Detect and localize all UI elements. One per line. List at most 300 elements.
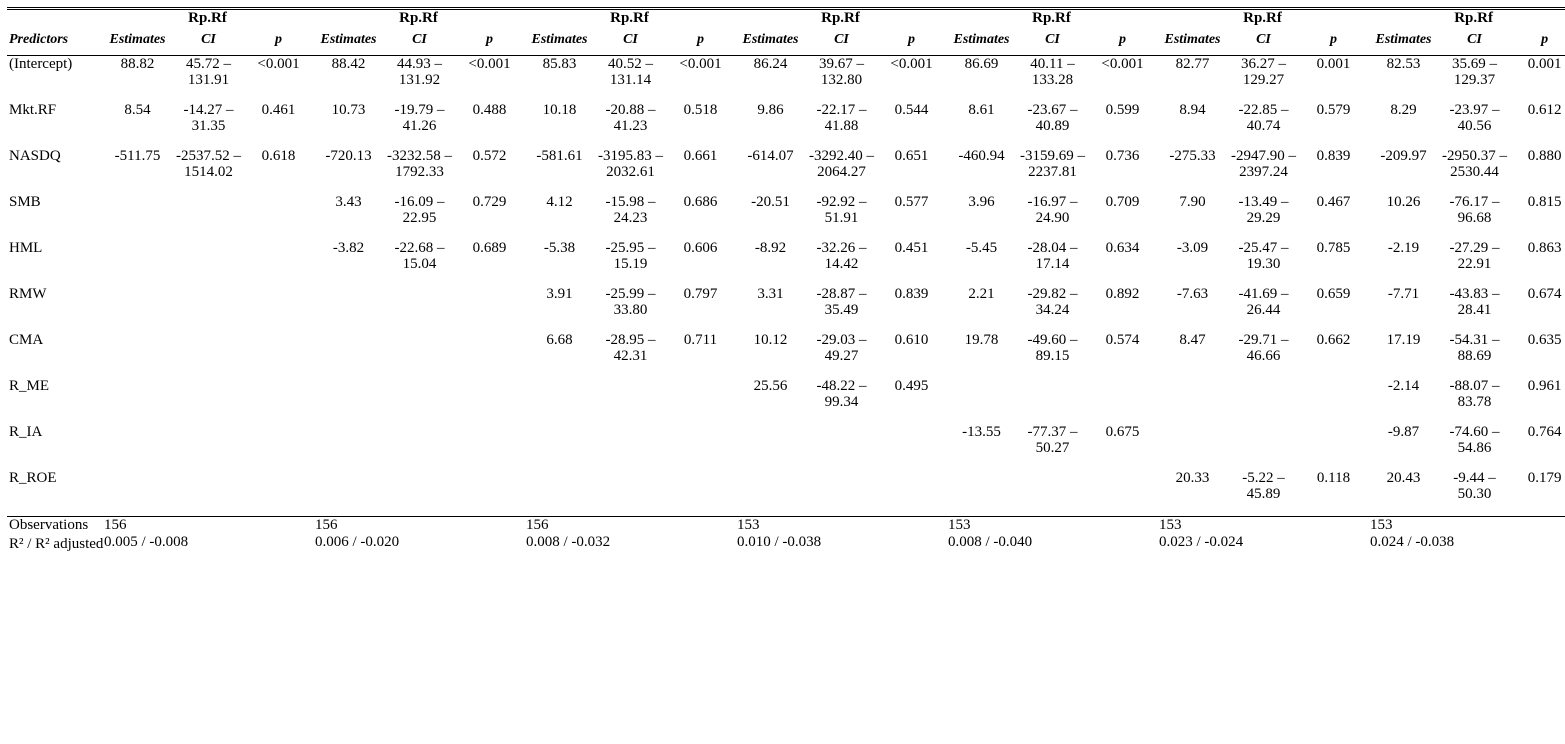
ci-lower: -2950.37 – (1442, 148, 1507, 164)
ci-cell (806, 240, 877, 286)
ci-cell (1228, 378, 1299, 424)
p-header: p (877, 32, 946, 56)
estimate-cell (102, 424, 173, 470)
estimate-cell: 10.12 (753, 332, 788, 348)
p-value-cell: 0.892 (1105, 286, 1140, 302)
p-value-cell: 0.634 (1105, 240, 1140, 256)
p-value-cell: 0.785 (1316, 240, 1351, 256)
ci-cell (1228, 240, 1299, 286)
p-value-cell: 0.451 (894, 240, 929, 256)
predictor-row (7, 378, 1565, 424)
dependent-variable-label: Rp.Rf (399, 10, 438, 26)
ci-header: CI (1017, 32, 1088, 56)
estimate-cell: -511.75 (114, 148, 161, 164)
ci-header: CI (1228, 32, 1299, 56)
p-value-cell: 0.461 (261, 102, 296, 118)
estimate-cell: 20.33 (1175, 470, 1210, 486)
p-value-cell: 0.001 (1527, 56, 1562, 72)
ci-upper: 22.95 (402, 210, 437, 226)
estimate-cell: 20.43 (1386, 470, 1421, 486)
r2-label: R² / R² adjusted (9, 536, 104, 552)
ci-lower: -2947.90 – (1231, 148, 1296, 164)
ci-upper: 89.15 (1035, 348, 1070, 364)
ci-upper: 14.42 (824, 256, 859, 272)
ci-upper: 19.30 (1246, 256, 1281, 272)
estimate-cell: 25.56 (753, 378, 788, 394)
ci-upper: 129.37 (1453, 72, 1496, 88)
ci-upper: 131.14 (609, 72, 652, 88)
p-value-cell: 0.518 (683, 102, 718, 118)
ci-header: CI (384, 32, 455, 56)
observations-value: 156 (524, 517, 735, 535)
p-header: p (666, 32, 735, 56)
p-value-cell: 0.839 (1316, 148, 1351, 164)
ci-cell (1017, 470, 1088, 517)
ci-cell (1439, 470, 1510, 517)
estimate-cell: -581.61 (536, 148, 583, 164)
estimate-cell: 6.68 (546, 332, 573, 348)
ci-upper: 28.41 (1457, 302, 1492, 318)
ci-cell (595, 240, 666, 286)
estimates-header: Estimates (1368, 32, 1439, 56)
ci-upper: 1514.02 (184, 164, 233, 180)
ci-cell (1439, 56, 1510, 103)
ci-cell (384, 148, 455, 194)
estimate-cell: -5.45 (965, 240, 998, 256)
estimate-cell (313, 378, 384, 424)
p-value-cell (455, 286, 524, 332)
ci-lower: -43.83 – (1449, 286, 1500, 302)
ci-cell (1439, 102, 1510, 148)
p-value-cell (244, 194, 313, 240)
p-value-cell: 0.577 (894, 194, 929, 210)
p-value-cell: 0.572 (472, 148, 507, 164)
p-value-cell: 0.880 (1527, 148, 1562, 164)
ci-cell (173, 332, 244, 378)
ci-cell (595, 378, 666, 424)
r2-value: 0.023 / -0.024 (1159, 534, 1244, 550)
estimate-cell (524, 470, 595, 517)
regression-table (7, 7, 1565, 554)
estimate-cell: 9.86 (757, 102, 784, 118)
observations-value: 153 (1157, 517, 1368, 535)
ci-lower: -48.22 – (816, 378, 867, 394)
ci-lower: -3292.40 – (809, 148, 874, 164)
p-value-cell (1088, 378, 1157, 424)
ci-lower: -13.49 – (1238, 194, 1289, 210)
p-value-cell: 0.488 (472, 102, 507, 118)
estimate-cell (102, 332, 173, 378)
ci-lower: 45.72 – (186, 56, 231, 72)
ci-cell (384, 470, 455, 517)
ci-upper: 15.19 (613, 256, 648, 272)
estimates-header: Estimates (524, 32, 595, 56)
ci-cell (1439, 378, 1510, 424)
ci-cell (1017, 424, 1088, 470)
ci-cell (806, 470, 877, 517)
ci-cell (1439, 424, 1510, 470)
ci-lower: 40.11 – (1030, 56, 1075, 72)
estimate-cell: -209.97 (1380, 148, 1427, 164)
ci-upper: 35.49 (824, 302, 859, 318)
p-header: p (1510, 32, 1565, 56)
ci-upper: 49.27 (824, 348, 859, 364)
ci-upper: 24.23 (613, 210, 648, 226)
p-value-cell (666, 470, 735, 517)
estimates-header: Estimates (313, 32, 384, 56)
ci-cell (384, 378, 455, 424)
ci-cell (173, 470, 244, 517)
p-header: p (244, 32, 313, 56)
ci-upper: 83.78 (1457, 394, 1492, 410)
observations-value: 156 (313, 517, 524, 535)
p-value-cell: 0.839 (894, 286, 929, 302)
estimate-cell: 88.42 (331, 56, 366, 72)
predictor-name: R_IA (9, 424, 43, 440)
predictor-row (7, 332, 1565, 378)
ci-lower: 35.69 – (1452, 56, 1497, 72)
ci-lower: -29.03 – (816, 332, 867, 348)
ci-cell (1228, 470, 1299, 517)
ci-cell (173, 378, 244, 424)
ci-lower: -25.47 – (1238, 240, 1289, 256)
ci-lower: -23.97 – (1449, 102, 1500, 118)
ci-cell (173, 102, 244, 148)
dependent-variable-label: Rp.Rf (821, 10, 860, 26)
ci-cell (806, 424, 877, 470)
predictor-row (7, 56, 1565, 103)
ci-upper: 50.27 (1035, 440, 1070, 456)
ci-lower: -25.99 – (605, 286, 656, 302)
observations-value: 153 (735, 517, 946, 535)
p-value-cell: 0.689 (472, 240, 507, 256)
ci-upper: 26.44 (1246, 302, 1281, 318)
estimate-cell (946, 378, 1017, 424)
ci-upper: 31.35 (191, 118, 226, 134)
estimate-cell: -460.94 (958, 148, 1005, 164)
ci-lower: -32.26 – (816, 240, 867, 256)
ci-upper: 41.26 (402, 118, 437, 134)
predictor-row (7, 102, 1565, 148)
estimate-cell: 3.96 (968, 194, 995, 210)
ci-lower: -27.29 – (1449, 240, 1500, 256)
predictor-name: NASDQ (9, 148, 61, 164)
ci-cell (1439, 148, 1510, 194)
estimate-cell: 8.94 (1179, 102, 1206, 118)
ci-cell (595, 470, 666, 517)
predictor-name: R_ROE (9, 470, 57, 486)
ci-cell (1017, 332, 1088, 378)
r2-value: 0.008 / -0.032 (526, 534, 611, 550)
ci-upper: 2530.44 (1450, 164, 1499, 180)
ci-cell (173, 424, 244, 470)
p-value-cell: 0.544 (894, 102, 929, 118)
ci-lower: -28.95 – (605, 332, 656, 348)
estimates-header: Estimates (1157, 32, 1228, 56)
ci-cell (1228, 194, 1299, 240)
observations-label: Observations (7, 517, 102, 535)
ci-lower: -15.98 – (605, 194, 656, 210)
ci-upper: 99.34 (824, 394, 859, 410)
p-value-cell: 0.635 (1527, 332, 1562, 348)
estimate-cell: 85.83 (542, 56, 577, 72)
p-value-cell: <0.001 (890, 56, 933, 72)
estimate-cell (735, 470, 806, 517)
p-value-cell: 0.729 (472, 194, 507, 210)
estimate-cell: 10.26 (1386, 194, 1421, 210)
predictor-name: RMW (9, 286, 47, 302)
ci-cell (595, 332, 666, 378)
predictor-row (7, 286, 1565, 332)
estimate-cell: 3.43 (335, 194, 362, 210)
estimate-cell: 8.61 (968, 102, 995, 118)
p-value-cell (244, 378, 313, 424)
r2-value: 0.024 / -0.038 (1370, 534, 1455, 550)
ci-upper: 2397.24 (1239, 164, 1288, 180)
ci-lower: -3195.83 – (598, 148, 663, 164)
estimate-cell: -2.19 (1387, 240, 1420, 256)
ci-cell (595, 424, 666, 470)
ci-cell (806, 378, 877, 424)
estimate-cell: 19.78 (964, 332, 999, 348)
ci-cell (806, 194, 877, 240)
ci-lower: 39.67 – (819, 56, 864, 72)
predictor-row (7, 194, 1565, 240)
estimate-cell: 2.21 (968, 286, 995, 302)
ci-cell (384, 240, 455, 286)
p-value-cell (455, 470, 524, 517)
dependent-variable-label: Rp.Rf (1454, 10, 1493, 26)
ci-upper: 1792.33 (395, 164, 444, 180)
estimate-cell: -720.13 (325, 148, 372, 164)
ci-lower: -28.87 – (816, 286, 867, 302)
ci-upper: 33.80 (613, 302, 648, 318)
predictor-name: CMA (9, 332, 44, 348)
p-value-cell: <0.001 (679, 56, 722, 72)
ci-upper: 15.04 (402, 256, 437, 272)
estimate-cell (524, 378, 595, 424)
ci-upper: 42.31 (613, 348, 648, 364)
p-value-cell (455, 424, 524, 470)
ci-lower: -54.31 – (1449, 332, 1500, 348)
predictor-row (7, 470, 1565, 517)
estimate-cell: 10.73 (331, 102, 366, 118)
p-value-cell: 0.736 (1105, 148, 1140, 164)
estimate-cell: -5.38 (543, 240, 576, 256)
estimate-cell: 86.69 (964, 56, 999, 72)
estimate-cell (735, 424, 806, 470)
p-header: p (455, 32, 524, 56)
p-value-cell (1299, 424, 1368, 470)
estimate-cell (313, 286, 384, 332)
estimate-cell (946, 470, 1017, 517)
ci-cell (1439, 194, 1510, 240)
ci-cell (595, 194, 666, 240)
ci-cell (1017, 102, 1088, 148)
ci-lower: -41.69 – (1238, 286, 1289, 302)
estimate-cell (313, 424, 384, 470)
ci-upper: 2032.61 (606, 164, 655, 180)
ci-header: CI (595, 32, 666, 56)
ci-cell (1017, 194, 1088, 240)
ci-lower: -22.68 – (394, 240, 445, 256)
ci-lower: 44.93 – (397, 56, 442, 72)
ci-upper: 40.56 (1457, 118, 1492, 134)
ci-cell (806, 148, 877, 194)
ci-lower: -76.17 – (1449, 194, 1500, 210)
ci-lower: -92.92 – (816, 194, 867, 210)
ci-header: CI (173, 32, 244, 56)
predictors-header: Predictors (7, 32, 102, 56)
ci-upper: 40.89 (1035, 118, 1070, 134)
p-value-cell: <0.001 (257, 56, 300, 72)
estimate-cell: -20.51 (751, 194, 790, 210)
predictor-name: R_ME (9, 378, 50, 394)
estimate-cell: -13.55 (962, 424, 1001, 440)
p-value-cell (244, 240, 313, 286)
ci-cell (1228, 332, 1299, 378)
ci-cell (595, 102, 666, 148)
p-value-cell: 0.599 (1105, 102, 1140, 118)
ci-upper: 2237.81 (1028, 164, 1077, 180)
ci-lower: -29.82 – (1027, 286, 1078, 302)
ci-cell (384, 424, 455, 470)
ci-lower: -20.88 – (605, 102, 656, 118)
ci-upper: 2064.27 (817, 164, 866, 180)
p-value-cell: 0.711 (683, 332, 718, 348)
estimate-cell: -9.87 (1387, 424, 1420, 440)
column-header-row (7, 32, 1565, 56)
ci-header: CI (806, 32, 877, 56)
ci-cell (1017, 378, 1088, 424)
ci-cell (595, 148, 666, 194)
observations-value: 153 (1368, 517, 1565, 535)
ci-cell (173, 240, 244, 286)
ci-lower: -19.79 – (394, 102, 445, 118)
ci-cell (384, 102, 455, 148)
dependent-variable-label: Rp.Rf (188, 10, 227, 26)
ci-cell (595, 56, 666, 103)
predictor-row (7, 424, 1565, 470)
ci-lower: -2537.52 – (176, 148, 241, 164)
p-value-cell: 0.606 (683, 240, 718, 256)
ci-upper: 131.91 (187, 72, 230, 88)
ci-cell (1017, 56, 1088, 103)
ci-lower: -9.44 – (1453, 470, 1496, 486)
ci-upper: 17.14 (1035, 256, 1070, 272)
ci-cell (1228, 102, 1299, 148)
ci-lower: -3232.58 – (387, 148, 452, 164)
ci-lower: -29.71 – (1238, 332, 1289, 348)
ci-upper: 51.91 (824, 210, 859, 226)
p-value-cell (244, 286, 313, 332)
ci-cell (173, 286, 244, 332)
dependent-variable-label: Rp.Rf (1243, 10, 1282, 26)
ci-upper: 88.69 (1457, 348, 1492, 364)
p-value-cell: 0.495 (894, 378, 929, 394)
p-header: p (1299, 32, 1368, 56)
p-value-cell: 0.612 (1527, 102, 1562, 118)
ci-cell (1228, 424, 1299, 470)
ci-upper: 41.23 (613, 118, 648, 134)
ci-cell (806, 56, 877, 103)
estimate-cell: -8.92 (754, 240, 787, 256)
p-value-cell (244, 424, 313, 470)
ci-cell (384, 194, 455, 240)
p-value-cell: 0.661 (683, 148, 718, 164)
corner-cell (7, 10, 102, 32)
ci-upper: 22.91 (1457, 256, 1492, 272)
ci-upper: 41.88 (824, 118, 859, 134)
predictor-row (7, 148, 1565, 194)
predictor-name: HML (9, 240, 43, 256)
ci-lower: -22.17 – (816, 102, 867, 118)
ci-cell (806, 286, 877, 332)
p-value-cell: 0.662 (1316, 332, 1351, 348)
ci-cell (806, 102, 877, 148)
predictor-name: Mkt.RF (9, 102, 57, 118)
ci-upper: 45.89 (1246, 486, 1281, 502)
p-value-cell: 0.118 (1316, 470, 1351, 486)
dependent-variable-row (7, 10, 1565, 32)
estimate-cell: -7.71 (1387, 286, 1420, 302)
ci-lower: -23.67 – (1027, 102, 1078, 118)
ci-header: CI (1439, 32, 1510, 56)
ci-cell (1228, 148, 1299, 194)
estimate-cell: 82.53 (1386, 56, 1421, 72)
estimate-cell: 8.54 (124, 102, 151, 118)
p-value-cell: 0.467 (1316, 194, 1351, 210)
p-value-cell: 0.709 (1105, 194, 1140, 210)
estimate-cell (102, 286, 173, 332)
ci-lower: -22.85 – (1238, 102, 1289, 118)
p-value-cell (455, 378, 524, 424)
ci-cell (173, 56, 244, 103)
ci-cell (384, 286, 455, 332)
predictor-name: (Intercept) (9, 56, 73, 72)
estimate-cell: 88.82 (120, 56, 155, 72)
estimate-cell (102, 240, 173, 286)
ci-lower: -28.04 – (1027, 240, 1078, 256)
ci-cell (1439, 286, 1510, 332)
ci-upper: 24.90 (1035, 210, 1070, 226)
estimate-cell: -3.09 (1176, 240, 1209, 256)
estimate-cell (313, 332, 384, 378)
estimate-cell (102, 194, 173, 240)
p-value-cell (666, 378, 735, 424)
p-value-cell: <0.001 (468, 56, 511, 72)
p-value-cell: 0.863 (1527, 240, 1562, 256)
p-value-cell: 0.179 (1527, 470, 1562, 486)
p-value-cell: 0.686 (683, 194, 718, 210)
ci-cell (1017, 240, 1088, 286)
p-value-cell: 0.610 (894, 332, 929, 348)
dependent-variable-label: Rp.Rf (610, 10, 649, 26)
predictor-row (7, 240, 1565, 286)
p-value-cell: 0.574 (1105, 332, 1140, 348)
p-value-cell: <0.001 (1101, 56, 1144, 72)
estimate-cell (102, 470, 173, 517)
ci-upper: 34.24 (1035, 302, 1070, 318)
estimate-cell: -3.82 (332, 240, 365, 256)
p-value-cell (244, 332, 313, 378)
ci-cell (1017, 148, 1088, 194)
p-value-cell (244, 470, 313, 517)
estimate-cell: -614.07 (747, 148, 794, 164)
estimate-cell: 3.31 (757, 286, 784, 302)
ci-cell (1228, 56, 1299, 103)
estimate-cell (102, 378, 173, 424)
